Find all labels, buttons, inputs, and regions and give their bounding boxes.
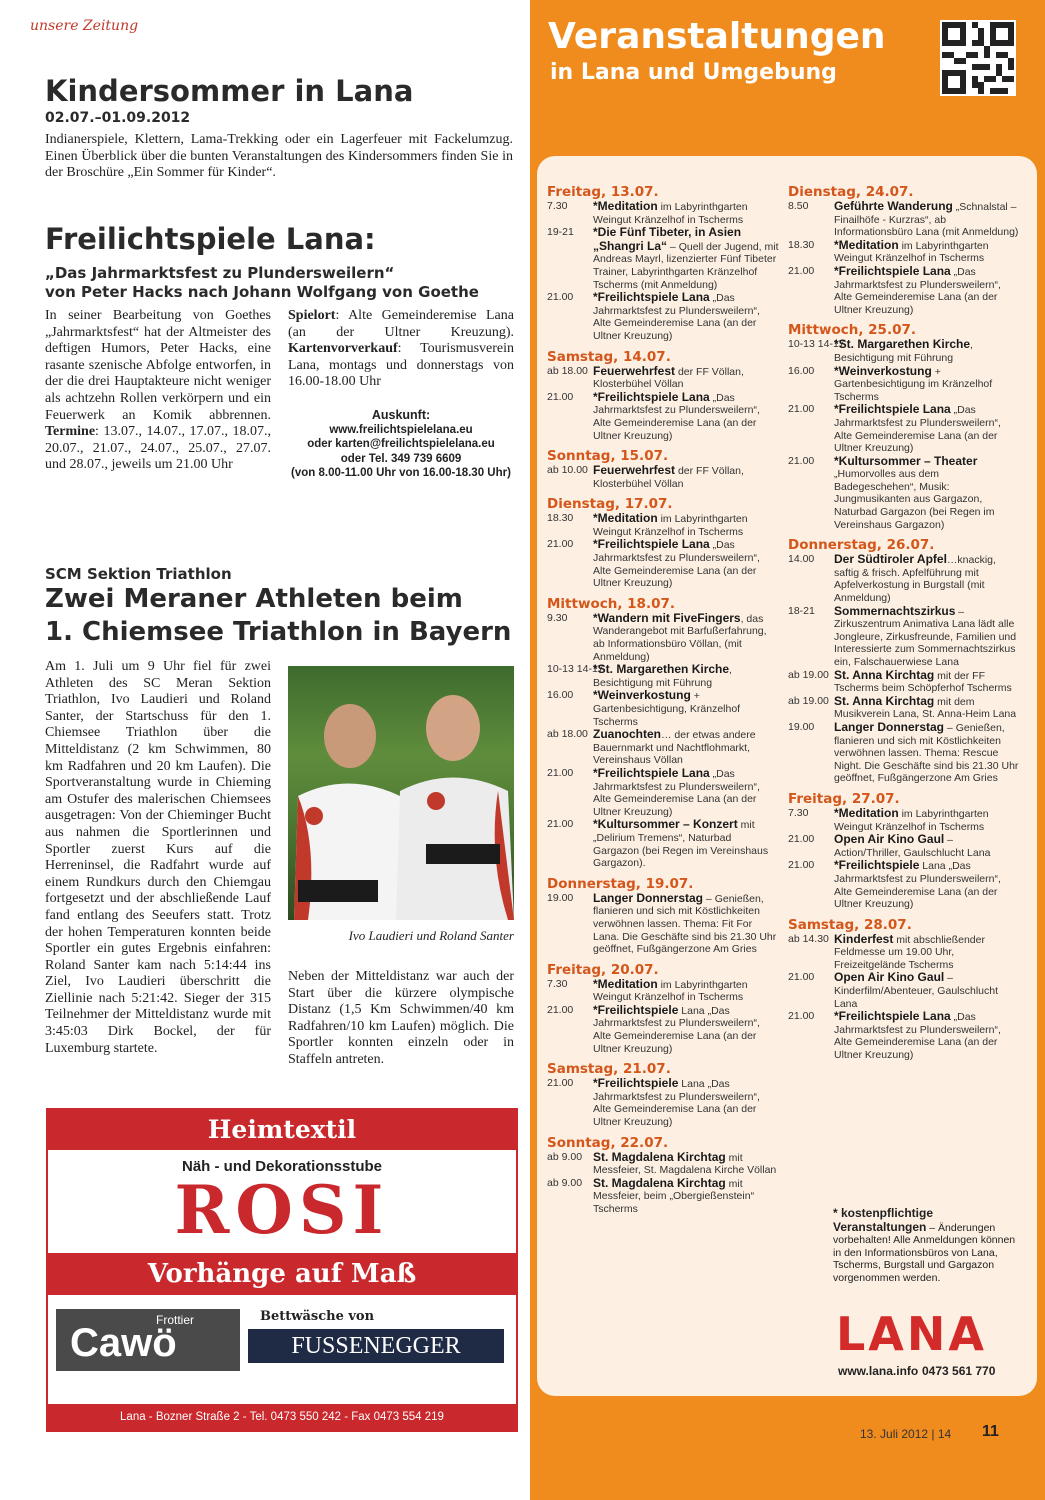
event-item: [547, 663, 779, 689]
event-time: ab 9.00: [547, 1150, 583, 1163]
cawo-logo: [56, 1309, 240, 1371]
event-details: , Besichtigung mit Führung: [593, 664, 732, 689]
event-item: [547, 1004, 779, 1055]
events-title: Veranstaltungen: [548, 16, 886, 57]
event-description: [834, 200, 1020, 239]
event-details: – Genießen, flanieren und sich mit Köstlichkeiten verwöhnen lassen. Thema: Fit For Lana. Die Geschäfte sind bis 21.30 Uhr geöffnet, Fußgängerzone Am Gries: [593, 892, 777, 956]
event-details: … der etwas andere Bauernmarkt und Nachtflohmarkt, Vereinshaus Völlan: [593, 729, 756, 767]
event-time: 7.30: [547, 200, 568, 212]
event-description: [834, 403, 1020, 454]
lana-logo: LANA: [836, 1307, 988, 1361]
event-description: [593, 892, 779, 956]
event-details: mit der FF Tscherms beim Schöpferhof Tscherms: [834, 669, 1012, 695]
photo-caption: Ivo Laudieri und Roland Santer: [348, 928, 514, 943]
event-details: im Labyrinthgarten Weingut Kränzelhof in Tscherms: [834, 807, 989, 833]
freilicht-col1: [45, 308, 271, 474]
athletes-photo: [288, 666, 514, 920]
event-day-heading: Freitag, 13.07.: [547, 184, 659, 200]
event-time: ab 18.00: [547, 728, 588, 741]
triathlon-kicker: SCM Sektion Triathlon: [45, 565, 232, 583]
event-description: [593, 767, 779, 818]
event-title: *St. Margarethen Kirche: [834, 337, 971, 352]
event-title: St. Anna Kirchtag: [834, 693, 935, 708]
event-time: 21.00: [788, 1010, 815, 1023]
event-day-heading: Donnerstag, 19.07.: [547, 875, 694, 892]
event-time: 10-13 14-17: [547, 663, 604, 676]
event-details: der FF Völlan, Klosterbühel Völlan: [593, 465, 744, 490]
event-time: ab 18.00: [547, 364, 588, 377]
event-day-heading: Mittwoch, 18.07.: [547, 595, 675, 612]
page-number: 11: [982, 1423, 999, 1440]
event-title: *Meditation: [834, 805, 899, 820]
event-time: 19.00: [788, 720, 815, 733]
event-day-heading: Sonntag, 15.07.: [547, 448, 669, 465]
event-description: [834, 455, 1020, 532]
event-title: *Meditation: [593, 199, 658, 213]
event-description: [593, 200, 779, 226]
event-title: Geführte Wanderung: [834, 199, 953, 213]
rosi-advertisement[interactable]: [46, 1108, 518, 1432]
event-title: *Freilichtspiele Lana: [593, 537, 710, 552]
event-details: …knackig, saftig & frisch. Apfelführung mit Apfelverkostung in Burgstall (mit Anmeldung): [834, 554, 996, 605]
triathlon-title-2: 1. Chiemsee Triathlon in Bayern: [45, 617, 512, 647]
event-time: 21.00: [788, 454, 815, 467]
event-details: mit Messfeier, beim „Obergießenstein“ Tscherms: [593, 1177, 755, 1215]
triathlon-col2: Neben der Mitteldistanz war auch der Start über die kürzere olympische Distanz (1,5 Km Schwimmen/40 km Radfahren/10 km Laufen) möglich. Die Sportler konnten einzeln oder in Staffeln antreten.: [288, 969, 514, 1067]
event-details: im Labyrinthgarten Weingut Kränzelhof in Tscherms: [593, 201, 748, 226]
event-description: [593, 818, 779, 869]
event-details: im Labyrinthgarten Weingut Kränzelhof in Tscherms: [834, 239, 989, 265]
event-item: [547, 612, 779, 663]
karten-label: Kartenvorverkauf: [288, 341, 398, 357]
event-title: *Wandern mit FiveFingers: [593, 610, 741, 625]
event-time: ab 9.00: [547, 1176, 583, 1189]
event-details: „Schnalstal – Finailhöfe - Kurzras“, ab Informationsbüro Lana (mit Anmeldung): [834, 201, 1019, 239]
event-time: 18.30: [547, 512, 574, 525]
event-title: Zuanochten: [593, 727, 661, 742]
event-time: 18.30: [788, 238, 815, 251]
event-details: – Zirkuszentrum Animativa Lana lädt alle Jongleure, Zirkusfreunde, Familien und Interessierte zum Sommernachtszirkus ein, Falschauerwiese Lana: [834, 605, 1017, 668]
event-description: [593, 612, 779, 663]
event-details: „Humorvolles aus dem Badegeschehen“, Musik: Jungmusikanten aus Gargazon, Naturbad Gargazon (bei Regen im Vereinshaus Gargazon): [834, 468, 995, 531]
event-details: „Das Jahrmarktsfest zu Plundersweilern“, Alte Gemeinderemise Lana (an der Ultner Kreuzung): [593, 391, 760, 442]
event-item: [788, 338, 1020, 364]
event-time: 19.00: [547, 891, 574, 904]
event-item: [547, 1177, 779, 1216]
cawo-name: Cawö: [70, 1321, 177, 1365]
kindersommer-title: Kindersommer in Lana: [45, 74, 414, 108]
event-description: [593, 1077, 779, 1128]
event-details: – Quell der Jugend, mit Andreas Mayrl, lizenzierter Fünf Tibeter Trainer, Labyrinthgarten Kränzelhof Tscherms (mit Anmeldung): [593, 240, 779, 291]
event-details: im Labyrinthgarten Weingut Kränzelhof in Tscherms: [593, 978, 748, 1004]
event-title: Kinderfest: [834, 931, 894, 946]
event-title: Der Südtiroler Apfel: [834, 552, 947, 567]
event-details: „Das Jahrmarktsfest zu Plundersweilern“, Alte Gemeinderemise Lana (an der Ultner Kreuzung): [593, 539, 760, 590]
events-column-right: [788, 184, 1020, 1062]
event-time: 21.00: [547, 818, 574, 831]
event-title: *Meditation: [593, 976, 658, 991]
event-description: [593, 291, 779, 342]
event-description: [834, 1010, 1020, 1061]
event-title: Open Air Kino Gaul: [834, 832, 945, 847]
event-details: Lana „Das Jahrmarktsfest zu Plundersweilern“, Alte Gemeinderemise Lana (an der Ultner Kreuzung): [834, 860, 1001, 911]
event-title: *Meditation: [593, 511, 658, 526]
event-details: Lana „Das Jahrmarktsfest zu Plundersweilern“, Alte Gemeinderemise Lana (an der Ultner Kreuzung): [593, 1078, 760, 1129]
bettwaesche-label: Bettwäsche von: [260, 1309, 375, 1324]
event-day-heading: Donnerstag, 26.07.: [788, 537, 935, 554]
event-description: [593, 512, 779, 538]
fee-note: [833, 1207, 1023, 1285]
event-title: *Weinverkostung: [834, 363, 932, 378]
fussenegger-logo: FUSSENEGGER: [248, 1329, 504, 1363]
event-description: [593, 226, 779, 291]
auskunft-web[interactable]: www.freilichtspielelana.eu: [329, 423, 473, 436]
freilicht-termine-label: Termine: [45, 424, 96, 440]
event-item: [788, 239, 1020, 265]
event-day-heading: Freitag, 27.07.: [788, 790, 900, 807]
auskunft-hours: (von 8.00-11.00 Uhr von 16.00-18.30 Uhr): [291, 467, 511, 479]
event-title: *Freilichtspiele: [593, 1002, 679, 1017]
event-title: St. Magdalena Kirchtag: [593, 1149, 726, 1164]
event-description: [593, 464, 779, 490]
event-item: [547, 291, 779, 342]
event-time: 21.00: [547, 538, 574, 551]
event-details: – Kinderfilm/Abenteuer, Gaulschlucht Lana: [834, 972, 999, 1010]
event-time: ab 19.00: [788, 694, 829, 707]
athletes-illustration: [288, 666, 514, 920]
event-title: Langer Donnerstag: [593, 890, 704, 905]
event-description: [834, 721, 1020, 785]
event-details: „Das Jahrmarktsfest zu Plundersweilern“, Alte Gemeinderemise Lana (an der Ultner Kreuzung): [834, 404, 1001, 455]
event-details: Lana „Das Jahrmarktsfest zu Plundersweilern“, Alte Gemeinderemise Lana (an der Ultner Kreuzung): [593, 1004, 760, 1055]
event-details: , Besichtigung mit Führung: [834, 339, 973, 364]
event-item: [788, 933, 1020, 972]
event-title: Sommernachtszirkus: [834, 603, 956, 618]
event-title: *Freilichtspiele Lana: [834, 402, 951, 417]
event-details: der FF Völlan, Klosterbühel Völlan: [593, 365, 744, 391]
cawo-small: Frottier: [156, 1313, 195, 1327]
event-time: ab 10.00: [547, 464, 588, 477]
event-details: + Gartenbesichtigung, Kränzelhof Tscherms: [593, 690, 741, 728]
event-details: mit abschließender Feldmesse um 19.00 Uhr, Freizeitgelände Tscherms: [834, 933, 985, 971]
event-description: [834, 265, 1020, 316]
event-item: [788, 669, 1020, 695]
event-time: 8.50: [788, 200, 809, 212]
freilicht-subtitle-2: von Peter Hacks nach Johann Wolfgang von Goethe: [45, 283, 479, 301]
event-description: [834, 669, 1020, 695]
event-title: *Freilichtspiele Lana: [834, 1009, 951, 1024]
event-details: „Das Jahrmarktsfest zu Plundersweilern“, Alte Gemeinderemise Lana (an der Ultner Kreuzung): [593, 292, 760, 342]
event-item: [788, 1010, 1020, 1061]
event-title: *Kultursommer – Theater: [834, 453, 978, 468]
event-title: Feuerwehrfest: [593, 463, 676, 478]
event-title: St. Anna Kirchtag: [834, 667, 935, 682]
event-item: [547, 728, 779, 767]
event-day-heading: Dienstag, 24.07.: [788, 184, 914, 200]
event-title: *Freilichtspiele: [834, 858, 920, 873]
event-item: [547, 200, 779, 226]
event-description: [834, 365, 1020, 404]
ad-footer: Lana - Bozner Straße 2 - Tel. 0473 550 242 - Fax 0473 554 219: [48, 1404, 516, 1430]
event-item: [547, 689, 779, 728]
event-item: [788, 403, 1020, 454]
qr-code-icon: [942, 22, 1014, 94]
event-time: 21.00: [547, 390, 574, 403]
freilicht-subtitle-1: „Das Jahrmarktsfest zu Plundersweilern“: [45, 264, 395, 282]
event-time: 21.00: [547, 766, 574, 779]
event-details: – Action/Thriller, Gaulschlucht Lana: [834, 834, 991, 859]
events-column-left: [547, 184, 779, 1216]
event-time: 14.00: [788, 553, 815, 566]
event-time: 9.30: [547, 611, 568, 624]
event-day-heading: Samstag, 14.07.: [547, 348, 671, 365]
event-description: [834, 833, 1020, 859]
event-time: 21.00: [547, 1077, 574, 1090]
event-details: „Das Jahrmarktsfest zu Plundersweilern“, Alte Gemeinderemise Lana (an der Ultner Kreuzung): [593, 767, 760, 818]
event-description: [834, 239, 1020, 265]
spielort-text: : Alte Gemeinderemise Lana (an der Ultner Kreuzung).: [288, 308, 514, 340]
event-title: *Freilichtspiele Lana: [593, 765, 710, 780]
event-day-heading: Freitag, 20.07.: [547, 961, 659, 978]
event-description: [593, 978, 779, 1004]
auskunft-title: Auskunft:: [371, 408, 431, 422]
event-description: [593, 1151, 779, 1177]
ad-heimtextil: Heimtextil: [48, 1110, 516, 1150]
event-details: + Gartenbesichtigung im Kränzelhof Tscherms: [834, 365, 993, 403]
ad-tagline: Vorhänge auf Maß: [48, 1253, 516, 1295]
event-time: 18-21: [788, 604, 815, 617]
event-day-heading: Sonntag, 22.07.: [547, 1134, 669, 1151]
triathlon-title-1: Zwei Meraner Athleten beim: [45, 584, 463, 614]
event-item: [788, 859, 1020, 910]
lana-phone: 0473 561 770: [922, 1364, 996, 1378]
event-details: „Das Jahrmarktsfest zu Plundersweilern“, Alte Gemeinderemise Lana (an der Ultner Kreuzung): [834, 265, 1001, 316]
event-item: [788, 553, 1020, 604]
event-title: Feuerwehrfest: [593, 363, 676, 378]
event-description: [834, 933, 1020, 972]
freilicht-intro: In seiner Bearbeitung von Goethes „Jahrmarktsfest“ hat der Altmeister des deftigen Humors, Peter Hacks, eine rasante szenische Abfolge entworfen, in der die drei Hauptakteure nicht weniger als achtzehn Rollen verkörpern und ein Feuerwerk an Komik abbrennen.: [45, 308, 271, 423]
event-item: [547, 818, 779, 869]
event-description: [834, 807, 1020, 833]
event-item: [788, 365, 1020, 404]
event-time: ab 19.00: [788, 668, 829, 681]
event-day-heading: Samstag, 21.07.: [547, 1061, 671, 1078]
event-day-heading: Mittwoch, 25.07.: [788, 322, 916, 339]
triathlon-col1: Am 1. Juli um 9 Uhr fiel für zwei Athleten des SC Meran Sektion Triathlon, Ivo Laudieri und Roland Santer, der Startschuss für den 1. Chiemsee Triathlon über die Mitteldistanz (2 km Schwimmen, 80 km Radfahren und 20 km Laufen). Die Sportveranstaltung wurde in Chieming am Ostufer des malerischen Chiemsees ausgetragen: Von der Chieminger Bucht aus nahmen die Sportlerinnen und Sportler zuerst Kurs auf die Herreninsel, die Radfahrt wurde auf einem Rundkurs durch den Chiemgau fortgesetzt und der abschließende Lauf fand entlang des Seeufers statt. Trotz der hohen Temperaturen konnten beide Sportler ein gutes Ergebnis einfahren: Roland Santer kam nach 5:14:44 ins Ziel, Ivo Laudieri überschritt die Ziellinie nach 5:21:42. Sieger der 315 Teilnehmer der Mitteldistanz wurde mit 3:45:03 Dirk Bockel, der für Luxemburg startete.: [45, 659, 271, 1056]
event-description: [593, 1177, 779, 1216]
event-item: [788, 200, 1020, 239]
event-description: [834, 338, 1020, 364]
event-title: *Kultursommer – Konzert: [593, 817, 738, 832]
event-details: „Das Jahrmarktsfest zu Plundersweilern“, Alte Gemeinderemise Lana (an der Ultner Kreuzung): [834, 1011, 1001, 1062]
event-item: [547, 365, 779, 391]
freilicht-title: Freilichtspiele Lana:: [45, 222, 376, 256]
event-time: 21.00: [547, 291, 574, 304]
event-details: im Labyrinthgarten Weingut Kränzelhof in Tscherms: [593, 513, 748, 538]
event-item: [547, 538, 779, 589]
event-description: [593, 538, 779, 589]
event-item: [788, 807, 1020, 833]
event-time: 21.00: [788, 859, 815, 872]
event-description: [593, 728, 779, 767]
event-item: [547, 391, 779, 442]
event-description: [593, 663, 779, 689]
event-title: *Freilichtspiele Lana: [593, 389, 710, 404]
event-description: [593, 1004, 779, 1055]
event-time: 19-21: [547, 226, 574, 239]
event-time: 21.00: [788, 403, 815, 416]
event-item: [547, 512, 779, 538]
freilicht-col2: [288, 308, 514, 391]
event-time: 21.00: [547, 1003, 574, 1016]
event-day-heading: Samstag, 28.07.: [788, 916, 912, 933]
event-item: [788, 455, 1020, 532]
event-time: 7.30: [547, 977, 568, 990]
spielort-label: Spielort: [288, 308, 336, 323]
event-title: *Die Fünf Tibeter, in Asien „Shangri La“: [593, 225, 742, 253]
event-time: 16.00: [547, 689, 574, 702]
auskunft-box: [288, 408, 514, 481]
kindersommer-text: Indianerspiele, Klettern, Lama-Trekking oder ein Lagerfeuer mit Fackelumzug. Einen Überblick über die bunten Veranstaltungen des Kindersommers finden Sie in der Broschüre „Ein Sommer für Kinder“.: [45, 132, 513, 181]
event-details: – Genießen, flanieren und sich mit Köstlichkeiten verwöhnen lassen. Thema: Rescue Night. Die Geschäfte sind bis 21.30 Uhr geöffnet, Fußgängerzone Am Gries: [834, 721, 1019, 785]
event-title: Langer Donnerstag: [834, 719, 945, 734]
ad-rosi-logo: ROSI: [174, 1171, 390, 1249]
event-item: [547, 1151, 779, 1177]
event-item: [547, 226, 779, 291]
event-description: [834, 605, 1020, 669]
qr-code[interactable]: [940, 20, 1016, 96]
event-description: [834, 859, 1020, 910]
kindersommer-dates: 02.07.–01.09.2012: [45, 110, 191, 126]
ad-subtitle: Näh - und Dekorationsstube: [181, 1158, 383, 1175]
event-title: *Freilichtspiele: [593, 1076, 679, 1091]
event-item: [788, 971, 1020, 1010]
event-time: 10-13 14-17: [788, 338, 845, 351]
event-description: [593, 689, 779, 728]
event-title: *Freilichtspiele Lana: [834, 263, 951, 278]
event-time: 21.00: [788, 833, 815, 846]
event-title: Open Air Kino Gaul: [834, 970, 945, 985]
ad-brands: [48, 1295, 516, 1381]
masthead-logo: unsere Zeitung: [30, 18, 139, 34]
event-details: mit Messfeier, St. Magdalena Kirche Völlan: [593, 1151, 777, 1177]
event-description: [593, 391, 779, 442]
event-item: [788, 605, 1020, 669]
event-description: [834, 971, 1020, 1010]
event-item: [547, 464, 779, 490]
event-description: [593, 365, 779, 391]
event-title: *Weinverkostung: [593, 688, 691, 703]
freilicht-termine: : 13.07., 14.07., 17.07., 18.07., 20.07., 21.07., 24.07., 25.07., 27.07. und 28.07., jeweils um 21.00 Uhr: [45, 424, 271, 473]
event-item: [788, 721, 1020, 785]
event-title: *Meditation: [834, 237, 899, 252]
event-title: *Freilichtspiele Lana: [593, 290, 710, 305]
event-description: [834, 695, 1020, 721]
event-details: mit dem Musikverein Lana, St. Anna-Heim Lana: [834, 695, 1017, 721]
event-item: [547, 767, 779, 818]
event-item: [547, 978, 779, 1004]
event-day-heading: Dienstag, 17.07.: [547, 496, 673, 513]
event-details: , das Wanderangebot mit Barfußerfahrung, ab Informationsbüro Völlan, (mit Anmeldung): [593, 612, 767, 663]
auskunft-phone: oder Tel. 349 739 6609: [340, 452, 462, 465]
event-time: ab 14.30: [788, 932, 829, 945]
event-item: [547, 892, 779, 956]
event-title: St. Magdalena Kirchtag: [593, 1175, 726, 1190]
event-description: [834, 553, 1020, 604]
event-details: mit „Delirium Tremens“, Naturbad Gargazon (bei Regen im Vereinshaus Gargazon).: [593, 819, 769, 870]
event-time: 21.00: [788, 264, 815, 277]
event-time: 21.00: [788, 971, 815, 984]
event-title: *St. Margarethen Kirche: [593, 662, 730, 677]
events-subtitle: in Lana und Umgebung: [550, 60, 837, 85]
fee-note-text: – Änderungen vorbehalten! Alle Anmeldungen können in den Informationsbüros von Lana, Tscherms, Burgstall und Gargazon vorgenommen werden.: [833, 1221, 1016, 1284]
footer-date: 13. Juli 2012 | 14: [860, 1427, 952, 1441]
event-item: [788, 695, 1020, 721]
event-item: [788, 833, 1020, 859]
lana-url[interactable]: www.lana.info: [838, 1364, 919, 1378]
event-item: [788, 265, 1020, 316]
event-time: 16.00: [788, 364, 815, 377]
auskunft-email[interactable]: oder karten@freilichtspielelana.eu: [307, 438, 495, 450]
karten-text: : Tourismusverein Lana, montags und donnerstags von 16.00-18.00 Uhr: [288, 341, 514, 390]
event-item: [547, 1077, 779, 1128]
event-time: 7.30: [788, 806, 809, 819]
fee-note-title: * kostenpflichtige Veranstaltungen: [833, 1206, 934, 1234]
